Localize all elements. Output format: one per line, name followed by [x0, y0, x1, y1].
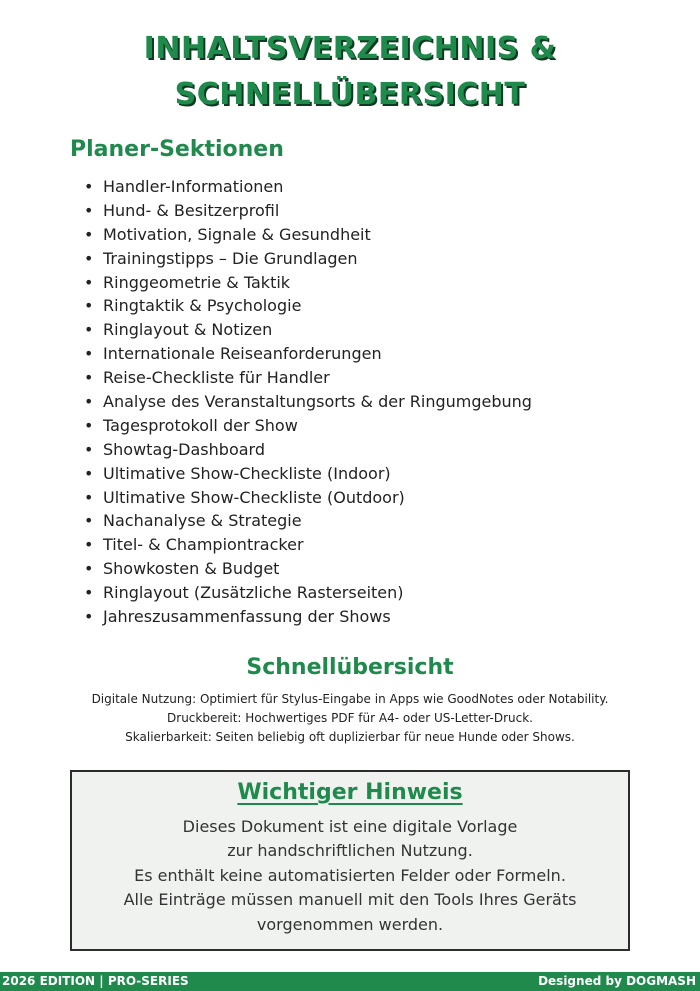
list-item-label: Ringlayout & Notizen — [103, 320, 273, 340]
bullet-icon: • — [84, 415, 94, 435]
bullet-icon: • — [84, 583, 94, 603]
planner-sections-heading: Planer-Sektionen — [70, 137, 284, 162]
list-item — [84, 318, 644, 342]
list-item — [84, 557, 644, 581]
bullet-icon: • — [84, 200, 94, 220]
quick-overview-line: Skalierbarkeit: Seiten beliebig oft duplizierbar für neue Hunde oder Shows. — [125, 730, 575, 744]
list-item — [84, 438, 644, 462]
list-item-label: Trainingstipps – Die Grundlagen — [103, 248, 358, 268]
notice-line: Alle Einträge müssen manuell mit den Tools Ihres Geräts — [123, 890, 577, 910]
bullet-icon: • — [84, 320, 94, 340]
list-item-label: Hund- & Besitzerprofil — [103, 200, 280, 220]
bullet-icon: • — [84, 439, 94, 459]
notice-line: Dieses Dokument ist eine digitale Vorlage — [182, 817, 518, 836]
list-item-label: Tagesprotokoll der Show — [103, 415, 298, 435]
bullet-icon: • — [84, 224, 94, 244]
footer-credit: Designed by DOGMASH — [538, 974, 696, 988]
bullet-icon: • — [84, 535, 94, 555]
list-item — [84, 366, 644, 390]
list-item — [84, 247, 644, 271]
bullet-icon: • — [84, 344, 94, 364]
bullet-icon: • — [84, 511, 94, 531]
quick-overview-heading: Schnellübersicht — [246, 655, 454, 680]
list-item-label: Showtag-Dashboard — [103, 439, 265, 459]
list-item — [84, 414, 644, 438]
list-item — [84, 486, 644, 510]
important-notice-box — [70, 770, 630, 951]
list-item — [84, 199, 644, 223]
notice-line: vorgenommen werden. — [256, 914, 444, 934]
footer-bar — [0, 972, 700, 991]
list-item — [84, 223, 644, 247]
list-item — [84, 342, 644, 366]
list-item-label: Internationale Reiseanforderungen — [103, 344, 382, 364]
list-item-label: Handler-Informationen — [103, 177, 284, 196]
list-item-label: Nachanalyse & Strategie — [103, 511, 302, 531]
table-of-contents-list — [84, 175, 644, 629]
quick-overview-line: Digitale Nutzung: Optimiert für Stylus-Eingabe in Apps wie GoodNotes oder Notability. — [91, 692, 609, 706]
list-item — [84, 605, 644, 629]
list-item-label: Ringgeometrie & Taktik — [103, 272, 291, 292]
list-item — [84, 390, 644, 414]
list-item-label: Reise-Checkliste für Handler — [103, 368, 330, 388]
list-item — [84, 271, 644, 295]
notice-text — [72, 815, 628, 937]
page-title-line-2: SCHNELLÜBERSICHT — [174, 77, 526, 112]
list-item-label: Ultimative Show-Checkliste (Outdoor) — [103, 487, 405, 507]
list-item-label: Titel- & Championtracker — [103, 535, 304, 555]
list-item-label: Ultimative Show-Checkliste (Indoor) — [103, 463, 391, 483]
page-title — [0, 26, 700, 118]
list-item — [84, 581, 644, 605]
footer-edition: 2026 EDITION | PRO-SERIES — [2, 974, 189, 988]
list-item — [84, 462, 644, 486]
bullet-icon: • — [84, 487, 94, 507]
notice-title: Wichtiger Hinweis — [237, 780, 463, 805]
bullet-icon: • — [84, 296, 94, 316]
list-item — [84, 294, 644, 318]
page-title-line-1: INHALTSVERZEICHNIS & — [143, 31, 557, 66]
list-item — [84, 533, 644, 557]
bullet-icon: • — [84, 463, 94, 483]
bullet-icon: • — [84, 368, 94, 388]
list-item — [84, 509, 644, 533]
list-item — [84, 175, 644, 199]
quick-overview-line: Druckbereit: Hochwertiges PDF für A4- oder US-Letter-Druck. — [167, 711, 533, 725]
list-item-label: Analyse des Veranstaltungsorts & der Ringumgebung — [103, 392, 532, 412]
notice-line: Es enthält keine automatisierten Felder oder Formeln. — [134, 865, 566, 885]
list-item-label: Motivation, Signale & Gesundheit — [103, 224, 371, 244]
list-item-label: Ringlayout (Zusätzliche Rasterseiten) — [103, 583, 404, 603]
bullet-icon: • — [84, 248, 94, 268]
list-item-label: Ringtaktik & Psychologie — [103, 296, 302, 316]
bullet-icon: • — [84, 272, 94, 292]
bullet-icon: • — [84, 607, 94, 627]
list-item-label: Showkosten & Budget — [103, 559, 280, 579]
bullet-icon: • — [84, 392, 94, 412]
bullet-icon: • — [84, 559, 94, 579]
bullet-icon: • — [84, 177, 94, 196]
quick-overview-text — [0, 690, 700, 747]
list-item-label: Jahreszusammenfassung der Shows — [103, 607, 391, 627]
notice-line: zur handschriftlichen Nutzung. — [227, 841, 473, 861]
